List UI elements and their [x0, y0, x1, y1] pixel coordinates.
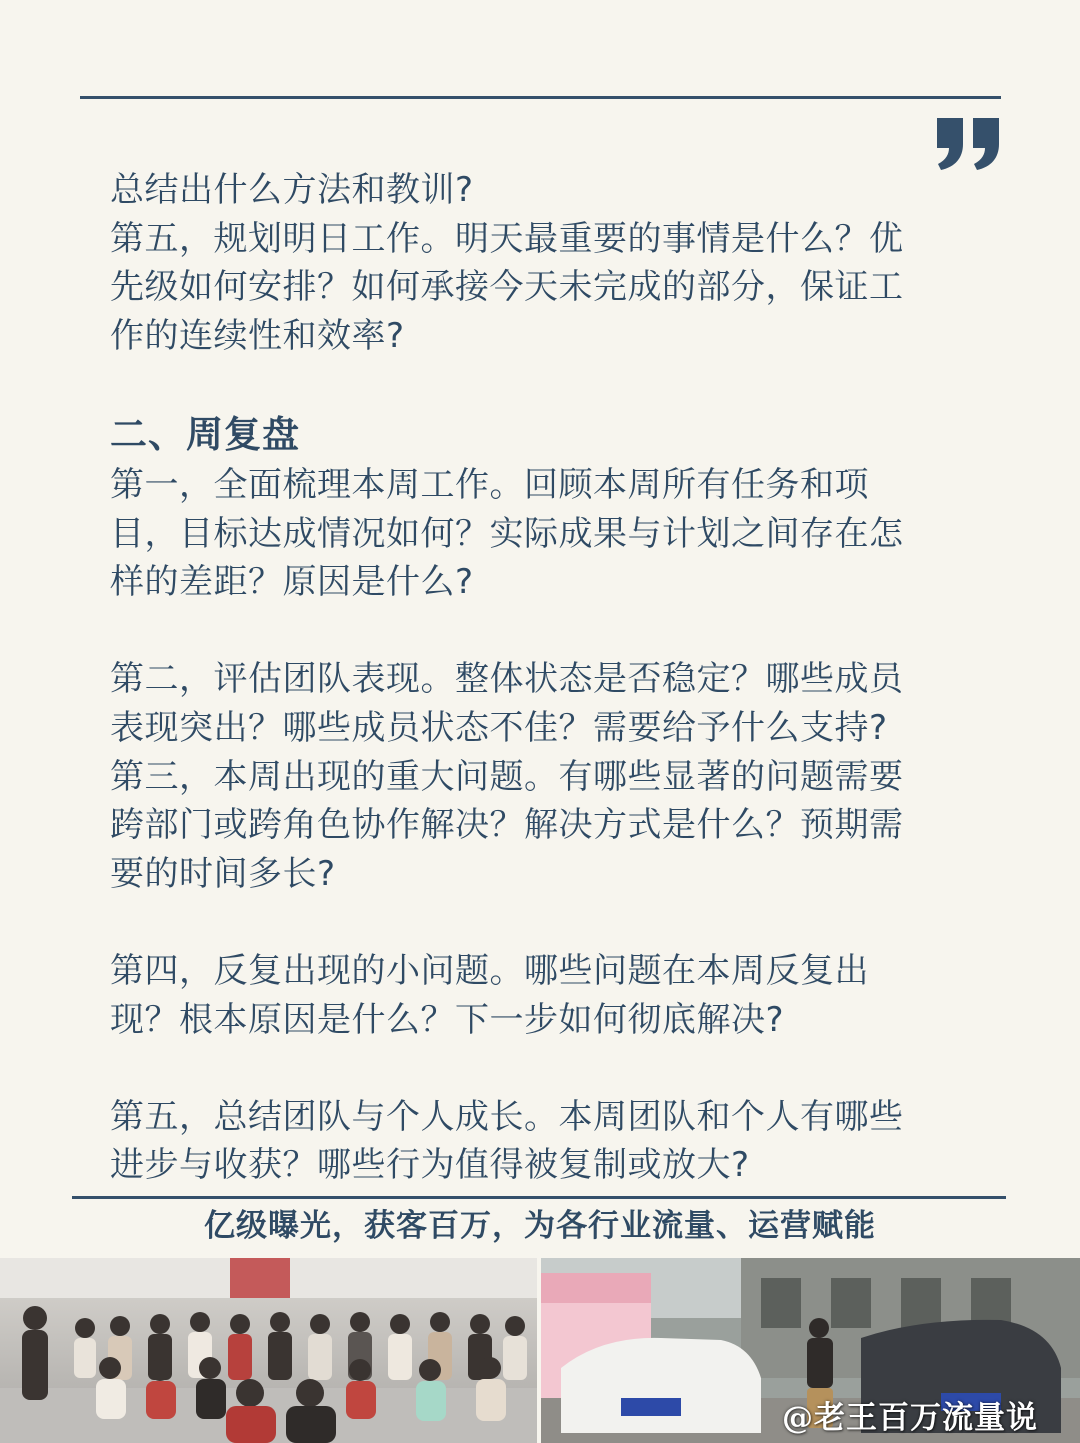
paragraph-week-review-1: 第一，全面梳理本周工作。回顾本周所有任务和项 目，目标达成情况如何？实际成果与计划之间存在怎 样的差距？原因是什么? [110, 464, 904, 603]
team-group-photo [0, 1258, 537, 1443]
intro-paragraph: 总结出什么方法和教训? 第五，规划明日工作。明天最重要的事情是什么？优 先级如何安排？如何承接今天未完成的部分，保证工 作的连续性和效率? [110, 170, 904, 356]
section-heading: 二、周复盘 [110, 412, 300, 456]
article-body [110, 166, 980, 1190]
paragraph-week-review-2: 第二，评估团队表现。整体状态是否稳定？哪些成员 表现突出？哪些成员状态不佳？需要给予什么支持? 第三，本周出现的重大问题。有哪些显著的问题需要 跨部门或跨角色协作解决？解决方式是什么？预期需 要的时间多长? [110, 659, 904, 894]
slogan: 亿级曝光，获客百万，为各行业流量、运营赋能 [204, 1208, 876, 1244]
paragraph-week-review-4: 第五，总结团队与个人成长。本周团队和个人有哪些 进步与收获？哪些行为值得被复制或放大? [110, 1096, 904, 1186]
top-divider [80, 96, 1001, 99]
closing-quote-icon [935, 118, 1001, 170]
paragraph-week-review-3: 第四，反复出现的小问题。哪些问题在本周反复出 现？根本原因是什么？下一步如何彻底解决? [110, 950, 869, 1040]
bottom-divider [72, 1196, 1006, 1199]
author-watermark: @老王百万流量说 [782, 1400, 1038, 1436]
